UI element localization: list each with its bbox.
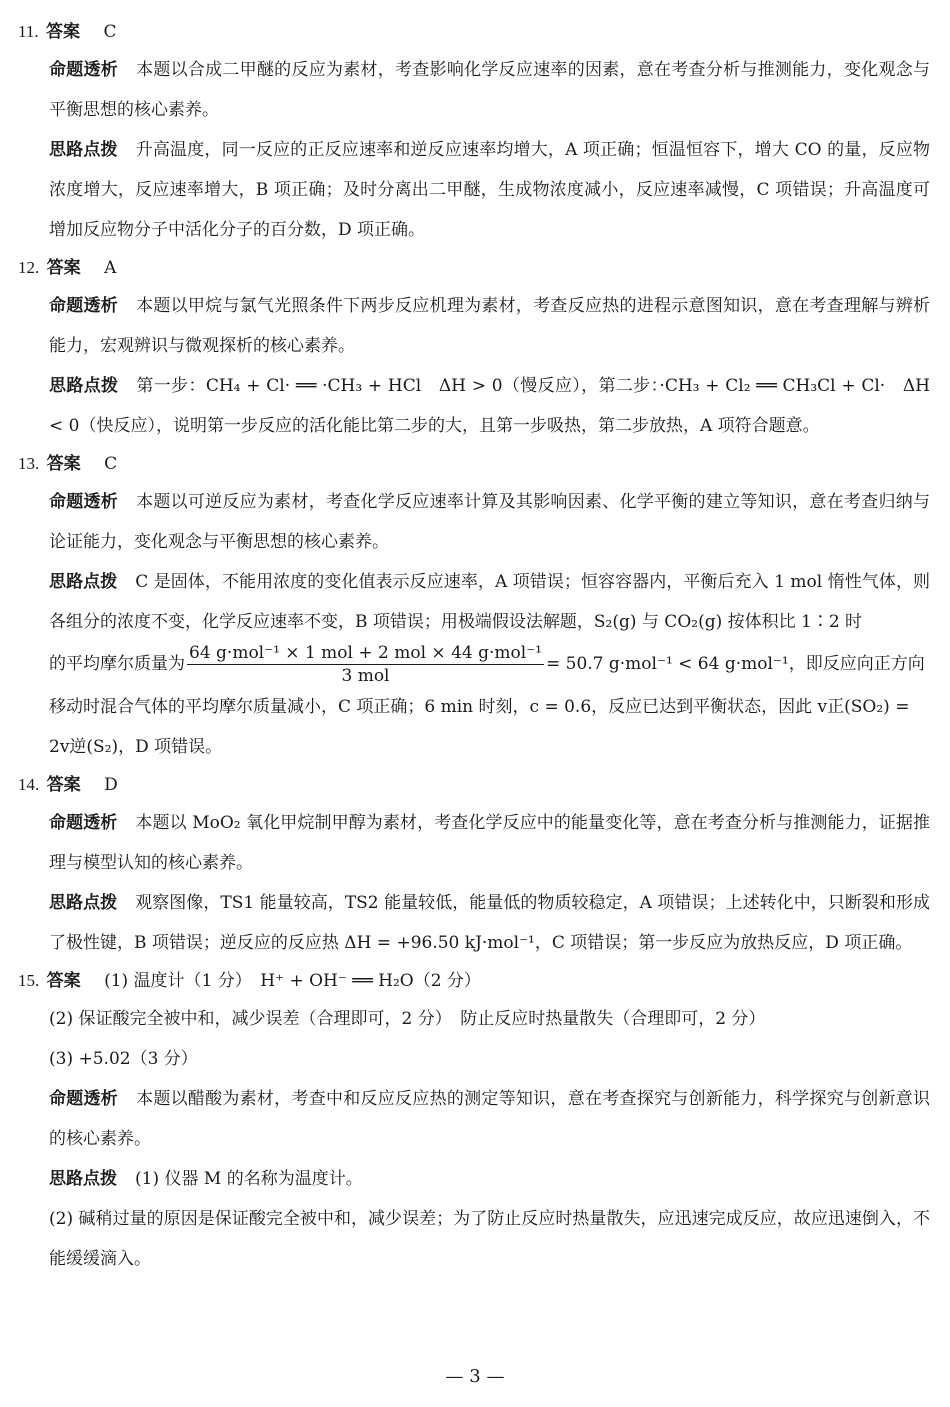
hint-text: 升高温度，同一反应的正反应速率和逆反应速率均增大，A 项正确；恒温恒容下，增大 CO 的量，反应物浓度增大，反应速率增大，B 项正确；及时分离出二甲醚，生成物浓度减小，反应速率减慢，C 项错误；升高温度可增加反应物分子中活化分子的百分数，D 项正确。 (49, 140, 930, 240)
question-11 (18, 14, 930, 250)
intent-section (18, 482, 930, 562)
intent-section (18, 50, 930, 130)
intent-text: 本题以醋酸为素材，考查中和反应反应热的测定等知识，意在考查探究与创新能力，科学探究与创新意识的核心素养。 (49, 1089, 930, 1149)
intent-label: 命题透析 (49, 296, 119, 316)
hint-label: 思路点拨 (49, 893, 118, 913)
page-number: — 3 — (445, 1366, 505, 1387)
intent-text: 本题以合成二甲醚的反应为素材，考查影响化学反应速率的因素，意在考查分析与推测能力，变化观念与平衡思想的核心素养。 (49, 60, 930, 120)
answer-label: 答案 (46, 258, 81, 278)
answer-page (18, 14, 930, 1279)
hint-continuation: 2v逆(S₂)，D 项错误。 (49, 737, 223, 757)
answer-row (18, 963, 930, 999)
hint-text: 第一步：CH₄ + Cl· ══ ·CH₃ + HCl ΔH > 0（慢反应），第二步：·CH₃ + Cl₂ ══ CH₃Cl + Cl· ΔH < 0（快反应），说明第一步反应的活化能比第二步的大，且第一步吸热，第二步放热，A 项符合题意。 (49, 376, 930, 436)
hint-text: C 是固体，不能用浓度的变化值表示反应速率，A 项错误；恒容容器内，平衡后充入 1 mol 惰性气体，则各组分的浓度不变，化学反应速率不变，B 项错误；用极端假设法解题，S₂(g) 与 CO₂(g) 按体积比 1∶2 时 (49, 572, 931, 632)
answer-part-3: (3) +5.02（3 分） (49, 1049, 198, 1069)
intent-section (18, 286, 930, 366)
intent-text: 本题以 MoO₂ 氧化甲烷制甲醇为素材，考查化学反应中的能量变化等，意在考查分析与推测能力，证据推理与模型认知的核心素养。 (49, 813, 931, 873)
formula-prefix: 的平均摩尔质量为 (49, 654, 185, 674)
answer-part-1: (1) 温度计（1 分） H⁺ + OH⁻ ══ H₂O（2 分） (104, 971, 481, 991)
answer-value: A (104, 258, 117, 278)
question-number: 12. (18, 258, 40, 277)
intent-label: 命题透析 (49, 492, 119, 512)
fraction (187, 642, 544, 687)
intent-section (18, 803, 930, 883)
answer-label: 答案 (46, 971, 81, 991)
fraction-denominator: 3 mol (341, 666, 390, 686)
hint-section (18, 562, 930, 642)
intent-text: 本题以可逆反应为素材，考查化学反应速率计算及其影响因素、化学平衡的建立等知识，意在考查归纳与论证能力，变化观念与平衡思想的核心素养。 (49, 492, 930, 552)
answer-label: 答案 (46, 22, 81, 42)
answer-label: 答案 (46, 454, 81, 474)
hint-label: 思路点拨 (49, 376, 119, 396)
answer-row (18, 14, 930, 50)
intent-section (18, 1079, 930, 1159)
hint-section (18, 883, 930, 963)
hint-label: 思路点拨 (49, 1169, 117, 1189)
formula-suffix: = 50.7 g·mol⁻¹ < 64 g·mol⁻¹，即反应向正方向 (545, 654, 925, 674)
answer-row (18, 446, 930, 482)
question-number: 14. (18, 775, 40, 794)
molar-mass-formula (18, 642, 930, 687)
intent-label: 命题透析 (49, 813, 118, 833)
question-number: 15. (18, 971, 40, 990)
hint-continuation: 移动时混合气体的平均摩尔质量减小，C 项正确；6 min 时刻，c = 0.6，反应已达到平衡状态，因此 v正(SO₂) = (49, 697, 910, 717)
question-13 (18, 446, 930, 767)
answer-row (18, 250, 930, 286)
hint-label: 思路点拨 (49, 572, 118, 592)
question-number: 11. (18, 22, 39, 41)
hint-continuation: (2) 碱稍过量的原因是保证酸完全被中和，减少误差；为了防止反应时热量散失，应迅速完成反应，故应迅速倒入，不能缓缓滴入。 (49, 1209, 930, 1269)
hint-section (18, 366, 930, 446)
hint-text: (1) 仪器 M 的名称为温度计。 (135, 1169, 363, 1189)
intent-text: 本题以甲烷与氯气光照条件下两步反应机理为素材，考查反应热的进程示意图知识，意在考查理解与辨析能力，宏观辨识与微观探析的核心素养。 (49, 296, 930, 356)
question-12 (18, 250, 930, 446)
answer-value: C (104, 454, 118, 474)
answer-row (18, 767, 930, 803)
answer-part-2: (2) 保证酸完全被中和，减少误差（合理即可，2 分） 防止反应时热量散失（合理即可，2 分） (49, 1009, 766, 1029)
question-number: 13. (18, 454, 40, 473)
hint-section (18, 130, 930, 250)
hint-section (18, 1159, 930, 1199)
question-14 (18, 767, 930, 963)
answer-value: C (103, 22, 117, 42)
question-15 (18, 963, 930, 1279)
hint-label: 思路点拨 (49, 140, 118, 160)
answer-label: 答案 (46, 775, 81, 795)
answer-value: D (104, 775, 118, 795)
intent-label: 命题透析 (49, 60, 119, 80)
fraction-numerator: 64 g·mol⁻¹ × 1 mol + 2 mol × 44 g·mol⁻¹ (189, 643, 542, 663)
hint-text: 观察图像，TS1 能量较高，TS2 能量较低，能量低的物质较稳定，A 项错误；上述转化中，只断裂和形成了极性键，B 项错误；逆反应的反应热 ΔH = +96.50 kJ·mol⁻¹，C 项错误；第一步反应为放热反应，D 项正确。 (49, 893, 931, 953)
intent-label: 命题透析 (49, 1089, 119, 1109)
